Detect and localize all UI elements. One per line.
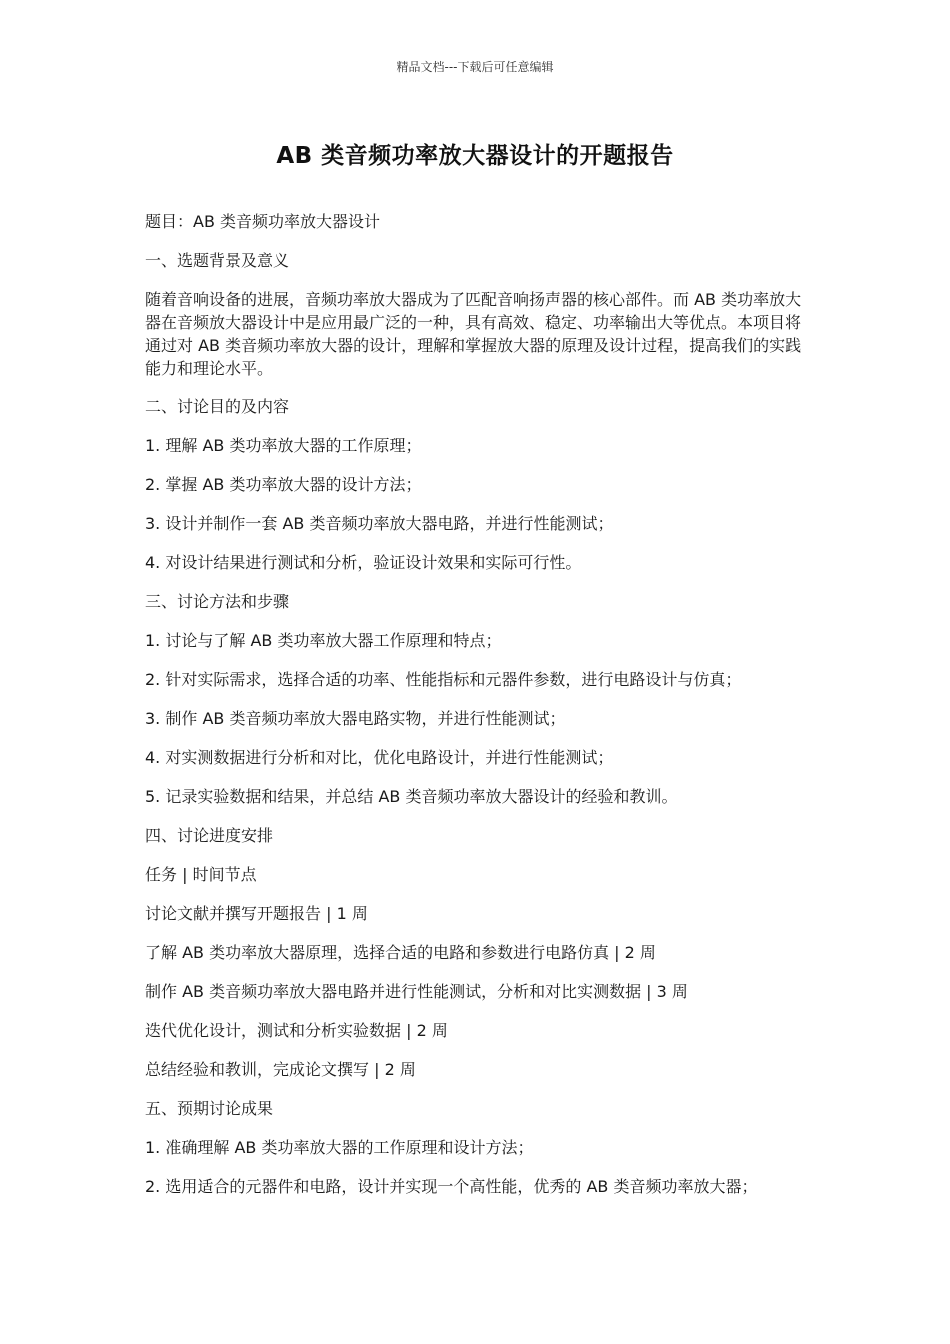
document-body	[145, 210, 805, 1214]
schedule-row: 任务 | 时间节点	[145, 865, 257, 884]
outcome-item: 1. 准确理解 AB 类功率放大器的工作原理和设计方法；	[145, 1138, 534, 1157]
schedule-row: 总结经验和教训，完成论文撰写 | 2 周	[145, 1060, 416, 1079]
page-header: 精品文档---下载后可任意编辑	[396, 60, 554, 74]
outcome-item: 2. 选用适合的元器件和电路，设计并实现一个高性能，优秀的 AB 类音频功率放大器；	[145, 1177, 758, 1196]
method-item: 5. 记录实验数据和结果，并总结 AB 类音频功率放大器设计的经验和教训。	[145, 787, 678, 806]
objective-item: 1. 理解 AB 类功率放大器的工作原理；	[145, 436, 422, 455]
method-item: 4. 对实测数据进行分析和对比，优化电路设计，并进行性能测试；	[145, 748, 614, 767]
objective-item: 2. 掌握 AB 类功率放大器的设计方法；	[145, 475, 422, 494]
objective-item: 4. 对设计结果进行测试和分析，验证设计效果和实际可行性。	[145, 553, 582, 572]
method-item: 1. 讨论与了解 AB 类功率放大器工作原理和特点；	[145, 631, 502, 650]
method-item: 3. 制作 AB 类音频功率放大器电路实物，并进行性能测试；	[145, 709, 566, 728]
method-item: 2. 针对实际需求，选择合适的功率、性能指标和元器件参数，进行电路设计与仿真；	[145, 670, 742, 689]
topic-line: 题目：AB 类音频功率放大器设计	[145, 212, 381, 231]
section-heading-schedule: 四、讨论进度安排	[145, 826, 274, 845]
schedule-row: 制作 AB 类音频功率放大器电路并进行性能测试，分析和对比实测数据 | 3 周	[145, 982, 688, 1001]
document-title: AB 类音频功率放大器设计的开题报告	[276, 143, 674, 169]
schedule-row: 了解 AB 类功率放大器原理，选择合适的电路和参数进行电路仿真 | 2 周	[145, 943, 656, 962]
section-heading-outcomes: 五、预期讨论成果	[145, 1099, 274, 1118]
background-paragraph: 随着音响设备的进展，音频功率放大器成为了匹配音响扬声器的核心部件。而 AB 类功率放大器在音频放大器设计中是应用最广泛的一种，具有高效、稳定、功率输出大等优点。本项目将通过对 AB 类音频功率放大器的设计，理解和掌握放大器的原理及设计过程，提高我们的实践能力和理论水平。	[145, 290, 802, 378]
schedule-row: 讨论文献并撰写开题报告 | 1 周	[145, 904, 368, 923]
schedule-row: 迭代优化设计，测试和分析实验数据 | 2 周	[145, 1021, 448, 1040]
section-heading-methods: 三、讨论方法和步骤	[145, 592, 290, 611]
section-heading-background: 一、选题背景及意义	[145, 251, 290, 270]
objective-item: 3. 设计并制作一套 AB 类音频功率放大器电路，并进行性能测试；	[145, 514, 614, 533]
section-heading-objectives: 二、讨论目的及内容	[145, 397, 290, 416]
